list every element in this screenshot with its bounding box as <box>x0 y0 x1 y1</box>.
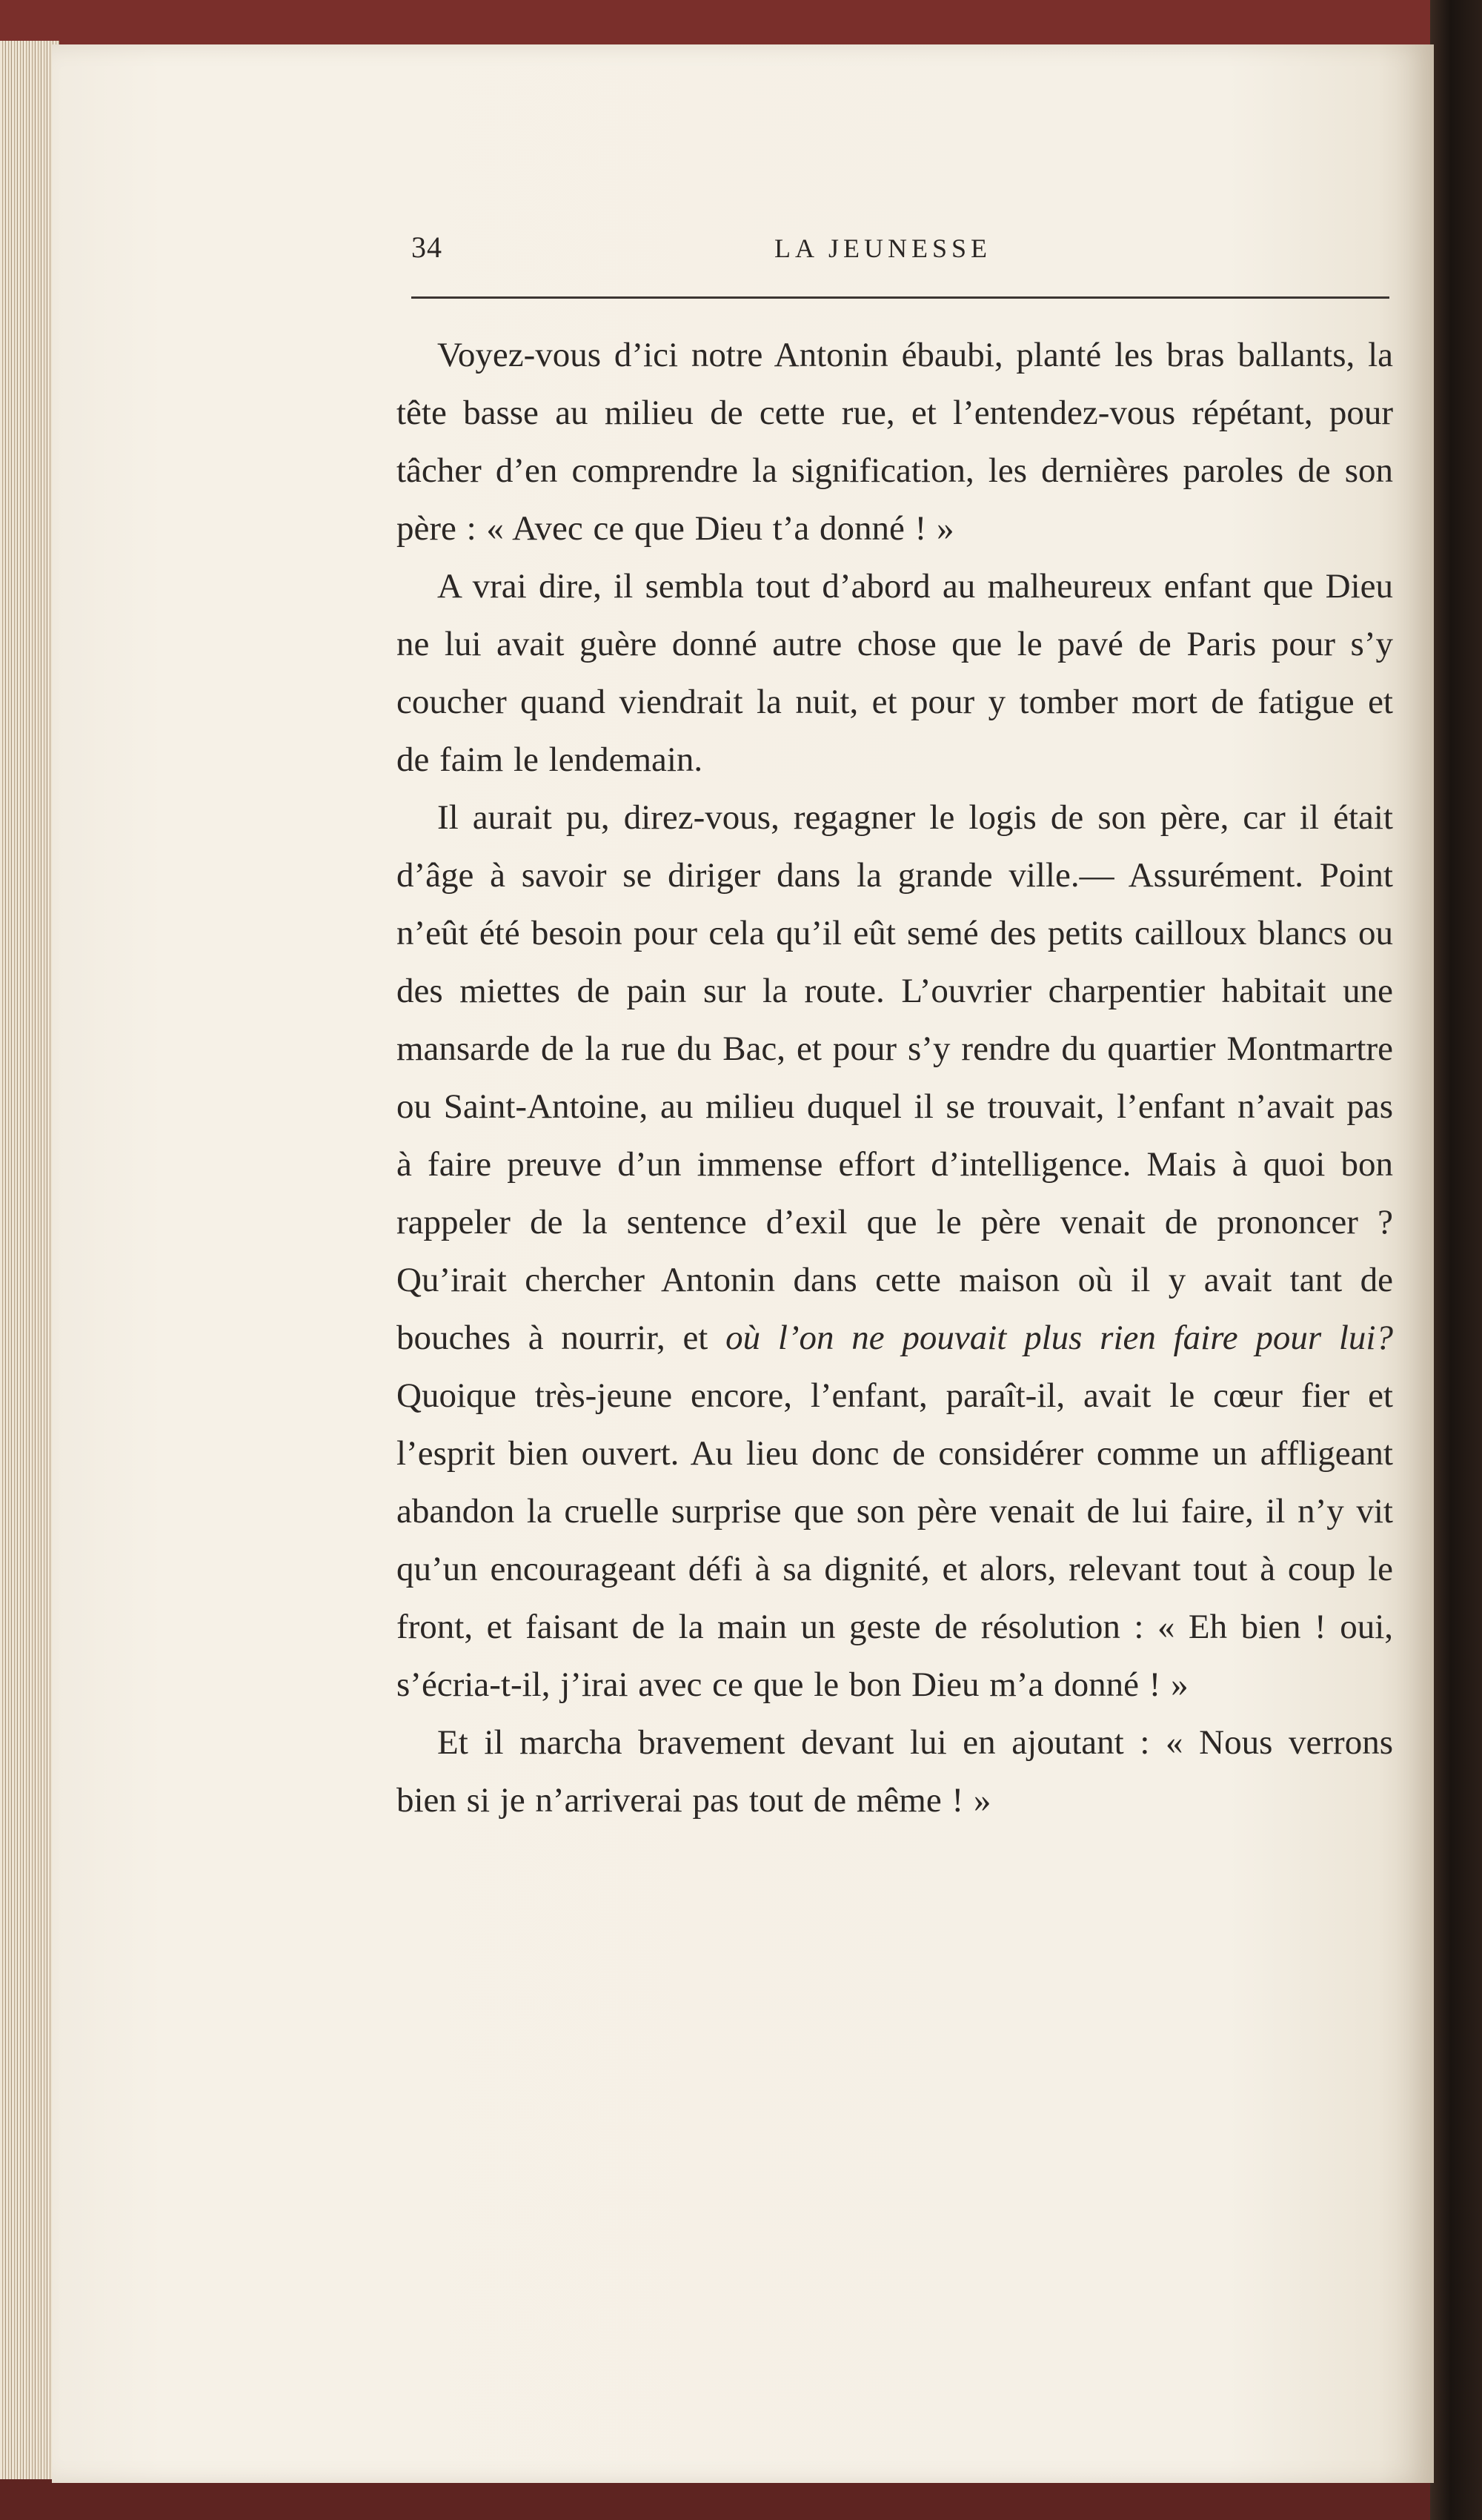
page-number: 34 <box>411 231 442 264</box>
paragraph-3-part-b: Quoique très-jeune encore, l’enfant, paraît-il, avait le cœur fier et l’esprit bien ouvert. Au lieu donc de considérer comme un affligeant abandon la cruelle surprise que son père venait de lui faire, il n’y vit qu’un encourageant défi à sa dignité, et alors, relevant tout à coup le front, et faisant de la main un geste de résolution : « Eh bien ! oui, s’écria-t-il, j’irai avec ce que le bon Dieu m’a donné ! » <box>396 1376 1393 1704</box>
page-stack-edge <box>0 41 59 2479</box>
paragraph-2: A vrai dire, il sembla tout d’abord au malheureux enfant que Dieu ne lui avait guère donné autre chose que le pavé de Paris pour s’y coucher quand viendrait la nuit, et pour y tomber mort de fatigue et de faim le lendemain. <box>396 567 1393 779</box>
paragraph-1: Voyez-vous d’ici notre Antonin ébaubi, planté les bras ballants, la tête basse au milieu de cette rue, et l’entendez-vous répétant, pour tâcher d’en comprendre la signification, les dernières paroles de son père : « Avec ce que Dieu t’a donné ! » <box>396 336 1393 548</box>
paragraph-3-part-a: Il aurait pu, direz-vous, regagner le logis de son père, car il était d’âge à savoir se diriger dans la grande ville.— Assurément. Point n’eût été besoin pour cela qu’il eût semé des petits cailloux blancs ou des miettes de pain sur la route. L’ouvrier charpentier habitait une mansarde de la rue du Bac, et pour s’y rendre du quartier Montmartre ou Saint-Antoine, au milieu duquel il se trouvait, l’enfant n’avait pas à faire preuve d’un immense effort d’intelligence. Mais à quoi bon rappeler de la sentence d’exil que le père venait de prononcer ? Qu’irait chercher Antonin dans cette maison où il y avait tant de bouches à nourrir, et <box>396 798 1393 1357</box>
running-head <box>411 230 1389 274</box>
paragraph-3-italic: où l’on ne pouvait plus rien faire pour lui? <box>725 1319 1393 1357</box>
body-text <box>396 326 1393 1829</box>
header-rule <box>411 296 1389 299</box>
running-title: LA JEUNESSE <box>774 233 992 263</box>
book-cover-edge <box>1430 0 1482 2520</box>
paragraph-3 <box>396 789 1393 1714</box>
paragraph-4: Et il marcha bravement devant lui en ajoutant : « Nous verrons bien si je n’arriverai pas tout de même ! » <box>396 1723 1393 1820</box>
